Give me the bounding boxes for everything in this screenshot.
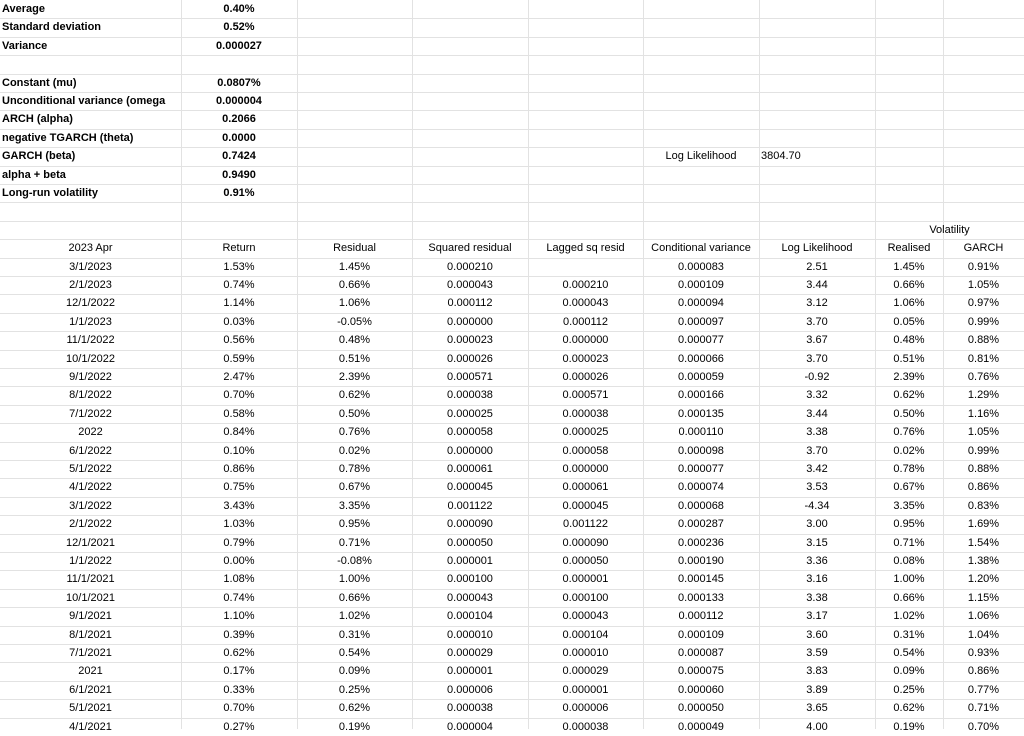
date-cell[interactable]: 2/1/2022 xyxy=(69,518,112,531)
data-cell[interactable]: 0.17% xyxy=(223,665,255,678)
data-cell[interactable]: 0.000112 xyxy=(562,315,609,328)
data-cell[interactable]: 3.16 xyxy=(806,573,828,586)
data-cell[interactable]: 1.54% xyxy=(967,536,1000,549)
data-cell[interactable]: 2.39% xyxy=(338,371,371,383)
data-cell[interactable]: 0.000166 xyxy=(678,389,724,402)
data-cell[interactable]: 0.000025 xyxy=(562,426,609,439)
data-cell[interactable]: 0.000006 xyxy=(562,702,609,715)
data-cell[interactable]: 0.78% xyxy=(893,463,925,475)
data-cell[interactable]: 0.000001 xyxy=(447,555,493,567)
date-cell[interactable]: 10/1/2022 xyxy=(66,352,115,365)
date-cell[interactable]: 3/1/2022 xyxy=(69,499,112,512)
data-cell[interactable]: 0.000043 xyxy=(562,297,609,310)
data-cell[interactable]: 0.74% xyxy=(223,279,255,291)
data-cell[interactable]: 0.70% xyxy=(967,720,1000,733)
data-cell[interactable]: 0.000026 xyxy=(562,371,609,383)
data-cell[interactable]: 0.000050 xyxy=(447,536,493,549)
date-cell[interactable]: 8/1/2022 xyxy=(69,389,112,402)
data-cell[interactable]: 0.000135 xyxy=(678,407,724,420)
parameter-value[interactable]: 0.2066 xyxy=(222,113,256,126)
data-cell[interactable]: 0.86% xyxy=(223,463,255,475)
data-cell[interactable]: 0.76% xyxy=(893,426,925,439)
data-cell[interactable]: 1.04% xyxy=(967,628,1000,641)
data-cell[interactable]: 0.000087 xyxy=(678,647,724,659)
date-cell[interactable]: 6/1/2022 xyxy=(69,444,112,457)
stat-label[interactable]: Average xyxy=(2,3,46,15)
parameter-label[interactable]: GARCH (beta) xyxy=(2,150,76,163)
data-cell[interactable]: 0.001122 xyxy=(447,499,493,512)
data-cell[interactable]: 0.000109 xyxy=(678,279,724,291)
date-cell[interactable]: 9/1/2022 xyxy=(69,371,112,383)
column-header[interactable]: Conditional variance xyxy=(651,242,751,255)
data-cell[interactable]: 0.50% xyxy=(893,407,925,420)
data-cell[interactable]: -4.34 xyxy=(804,499,830,512)
data-cell[interactable]: 0.000001 xyxy=(562,573,609,586)
data-cell[interactable]: 0.000077 xyxy=(678,334,724,347)
data-cell[interactable]: 0.31% xyxy=(338,628,371,641)
data-cell[interactable]: 0.000023 xyxy=(447,334,493,347)
parameter-label[interactable]: alpha + beta xyxy=(2,168,66,181)
parameter-label[interactable]: Constant (mu) xyxy=(2,76,77,89)
data-cell[interactable]: 1.03% xyxy=(223,518,255,531)
data-cell[interactable]: 0.71% xyxy=(893,536,925,549)
date-cell[interactable]: 5/1/2021 xyxy=(69,702,112,715)
column-header[interactable]: 2023 Apr xyxy=(68,242,113,255)
date-cell[interactable]: 10/1/2021 xyxy=(66,591,115,604)
data-cell[interactable]: 1.45% xyxy=(338,260,371,273)
data-cell[interactable]: 0.03% xyxy=(223,315,255,328)
data-cell[interactable]: 0.66% xyxy=(338,279,371,291)
data-cell[interactable]: 3.38 xyxy=(806,591,828,604)
data-cell[interactable]: 0.000050 xyxy=(562,555,609,567)
data-cell[interactable]: 0.77% xyxy=(967,683,1000,696)
volatility-group-header[interactable]: Volatility xyxy=(929,223,970,236)
parameter-value[interactable]: 0.0000 xyxy=(222,131,256,144)
data-cell[interactable]: 0.000090 xyxy=(447,518,493,531)
data-cell[interactable]: 0.51% xyxy=(893,352,925,365)
data-cell[interactable]: 0.99% xyxy=(967,315,1000,328)
data-cell[interactable]: 0.000210 xyxy=(562,279,609,291)
data-cell[interactable]: 0.54% xyxy=(338,647,371,659)
data-cell[interactable]: 0.86% xyxy=(967,665,1000,678)
data-cell[interactable]: 1.53% xyxy=(223,260,255,273)
data-cell[interactable]: 0.10% xyxy=(223,444,255,457)
data-cell[interactable]: 0.05% xyxy=(893,315,925,328)
data-cell[interactable]: 0.000571 xyxy=(562,389,609,402)
date-cell[interactable]: 6/1/2021 xyxy=(69,683,112,696)
date-cell[interactable]: 4/1/2022 xyxy=(69,481,112,494)
data-cell[interactable]: 0.000061 xyxy=(562,481,609,494)
parameter-value[interactable]: 0.91% xyxy=(223,187,255,199)
data-cell[interactable]: 0.000045 xyxy=(447,481,493,494)
data-cell[interactable]: 0.000083 xyxy=(678,260,724,273)
data-cell[interactable]: 0.02% xyxy=(338,444,371,457)
data-cell[interactable]: 1.29% xyxy=(967,389,1000,402)
data-cell[interactable]: 3.36 xyxy=(806,555,828,567)
date-cell[interactable]: 1/1/2023 xyxy=(69,315,112,328)
data-cell[interactable]: 0.000287 xyxy=(678,518,724,531)
data-cell[interactable]: 1.15% xyxy=(967,591,1000,604)
data-cell[interactable]: 0.88% xyxy=(967,463,1000,475)
data-cell[interactable]: 0.000058 xyxy=(562,444,609,457)
date-cell[interactable]: 2021 xyxy=(78,665,103,678)
parameter-label[interactable]: ARCH (alpha) xyxy=(2,113,73,126)
stat-label[interactable]: Variance xyxy=(2,39,48,52)
data-cell[interactable]: 1.16% xyxy=(967,407,1000,420)
data-cell[interactable]: 1.06% xyxy=(338,297,371,310)
data-cell[interactable]: 1.00% xyxy=(893,573,925,586)
data-cell[interactable]: 0.59% xyxy=(223,352,255,365)
data-cell[interactable]: 0.000029 xyxy=(447,647,493,659)
data-cell[interactable]: 0.62% xyxy=(338,702,371,715)
data-cell[interactable]: 3.53 xyxy=(806,481,828,494)
data-cell[interactable]: 0.000068 xyxy=(678,499,724,512)
parameter-label[interactable]: Long-run volatility xyxy=(2,187,98,199)
date-cell[interactable]: 12/1/2021 xyxy=(66,536,115,549)
date-cell[interactable]: 11/1/2021 xyxy=(66,573,115,586)
data-cell[interactable]: 0.75% xyxy=(223,481,255,494)
parameter-value[interactable]: 0.000004 xyxy=(216,95,262,107)
data-cell[interactable]: 3.35% xyxy=(338,499,371,512)
data-cell[interactable]: 3.12 xyxy=(806,297,828,310)
data-cell[interactable]: 0.000100 xyxy=(562,591,609,604)
data-cell[interactable]: 0.000210 xyxy=(447,260,493,273)
data-cell[interactable]: 0.000001 xyxy=(562,683,609,696)
data-cell[interactable]: 0.000010 xyxy=(447,628,493,641)
data-cell[interactable]: 0.000000 xyxy=(562,463,609,475)
data-cell[interactable]: 0.08% xyxy=(893,555,925,567)
data-cell[interactable]: 0.93% xyxy=(967,647,1000,659)
data-cell[interactable]: 0.78% xyxy=(338,463,371,475)
data-cell[interactable]: 0.000050 xyxy=(678,702,724,715)
data-cell[interactable]: 0.000029 xyxy=(562,665,609,678)
data-cell[interactable]: 1.10% xyxy=(223,610,255,623)
data-cell[interactable]: 1.05% xyxy=(967,279,1000,291)
stat-value[interactable]: 0.40% xyxy=(223,3,255,15)
column-header[interactable]: Realised xyxy=(887,242,931,255)
data-cell[interactable]: 0.62% xyxy=(223,647,255,659)
date-cell[interactable]: 11/1/2022 xyxy=(66,334,115,347)
date-cell[interactable]: 3/1/2023 xyxy=(69,260,112,273)
data-cell[interactable]: 1.14% xyxy=(223,297,255,310)
data-cell[interactable]: 0.000104 xyxy=(562,628,609,641)
data-cell[interactable]: 0.31% xyxy=(893,628,925,641)
data-cell[interactable]: 0.00% xyxy=(223,555,255,567)
data-cell[interactable]: 0.91% xyxy=(967,260,1000,273)
data-cell[interactable]: 0.27% xyxy=(223,720,255,733)
data-cell[interactable]: 0.62% xyxy=(893,702,925,715)
data-cell[interactable]: 0.79% xyxy=(223,536,255,549)
log-likelihood-total[interactable]: 3804.70 xyxy=(761,150,801,163)
data-cell[interactable]: 0.000061 xyxy=(447,463,493,475)
column-header[interactable]: Lagged sq resid xyxy=(546,242,625,255)
data-cell[interactable]: 0.58% xyxy=(223,407,255,420)
data-cell[interactable]: 3.59 xyxy=(806,647,828,659)
data-cell[interactable]: 0.67% xyxy=(338,481,371,494)
data-cell[interactable]: -0.92 xyxy=(804,371,830,383)
data-cell[interactable]: 0.09% xyxy=(338,665,371,678)
data-cell[interactable]: 1.06% xyxy=(893,297,925,310)
data-cell[interactable]: 3.17 xyxy=(806,610,828,623)
data-cell[interactable]: 3.44 xyxy=(806,407,828,420)
data-cell[interactable]: 3.43% xyxy=(223,499,255,512)
data-cell[interactable]: 3.32 xyxy=(806,389,828,402)
data-cell[interactable]: 0.67% xyxy=(893,481,925,494)
data-cell[interactable]: 0.000066 xyxy=(678,352,724,365)
date-cell[interactable]: 9/1/2021 xyxy=(69,610,112,623)
date-cell[interactable]: 8/1/2021 xyxy=(69,628,112,641)
data-cell[interactable]: 0.000000 xyxy=(447,444,493,457)
data-cell[interactable]: 3.00 xyxy=(806,518,828,531)
data-cell[interactable]: 0.62% xyxy=(338,389,371,402)
date-cell[interactable]: 2/1/2023 xyxy=(69,279,112,291)
date-cell[interactable]: 2022 xyxy=(78,426,103,439)
data-cell[interactable]: 3.70 xyxy=(806,352,828,365)
data-cell[interactable]: 0.95% xyxy=(893,518,925,531)
date-cell[interactable]: 1/1/2022 xyxy=(69,555,112,567)
data-cell[interactable]: 0.000236 xyxy=(678,536,724,549)
data-cell[interactable]: 0.74% xyxy=(223,591,255,604)
data-cell[interactable]: 0.000571 xyxy=(447,371,493,383)
data-cell[interactable]: 1.45% xyxy=(893,260,925,273)
data-cell[interactable]: 0.000060 xyxy=(678,683,724,696)
data-cell[interactable]: 3.60 xyxy=(806,628,828,641)
data-cell[interactable]: 0.71% xyxy=(338,536,371,549)
data-cell[interactable]: 0.83% xyxy=(967,499,1000,512)
data-cell[interactable]: 0.000098 xyxy=(678,444,724,457)
data-cell[interactable]: 0.000145 xyxy=(678,573,724,586)
date-cell[interactable]: 4/1/2021 xyxy=(69,720,112,733)
data-cell[interactable]: 0.000090 xyxy=(562,536,609,549)
data-cell[interactable]: 0.000190 xyxy=(678,555,724,567)
parameter-value[interactable]: 0.7424 xyxy=(222,150,256,163)
parameter-value[interactable]: 0.9490 xyxy=(222,168,256,181)
data-cell[interactable]: 0.66% xyxy=(338,591,371,604)
parameter-label[interactable]: Unconditional variance (omega xyxy=(2,95,166,107)
data-cell[interactable]: 0.88% xyxy=(967,334,1000,347)
data-cell[interactable]: 0.000100 xyxy=(447,573,493,586)
data-cell[interactable]: 1.05% xyxy=(967,426,1000,439)
date-cell[interactable]: 5/1/2022 xyxy=(69,463,112,475)
data-cell[interactable]: 0.000133 xyxy=(678,591,724,604)
data-cell[interactable]: 0.000074 xyxy=(678,481,724,494)
data-cell[interactable]: 3.42 xyxy=(806,463,828,475)
data-cell[interactable]: 0.000043 xyxy=(562,610,609,623)
data-cell[interactable]: 0.000023 xyxy=(562,352,609,365)
data-cell[interactable]: 3.70 xyxy=(806,315,828,328)
data-cell[interactable]: 3.83 xyxy=(806,665,828,678)
data-cell[interactable]: 1.02% xyxy=(893,610,925,623)
data-cell[interactable]: 0.000077 xyxy=(678,463,724,475)
data-cell[interactable]: 0.76% xyxy=(967,371,1000,383)
data-cell[interactable]: 0.19% xyxy=(893,720,925,733)
data-cell[interactable]: 0.000110 xyxy=(678,426,724,439)
data-cell[interactable]: 0.50% xyxy=(338,407,371,420)
data-cell[interactable]: 0.95% xyxy=(338,518,371,531)
data-cell[interactable]: 0.000000 xyxy=(562,334,609,347)
stat-value[interactable]: 0.000027 xyxy=(216,39,262,52)
date-cell[interactable]: 7/1/2022 xyxy=(69,407,112,420)
data-cell[interactable]: 0.66% xyxy=(893,279,925,291)
log-likelihood-label[interactable]: Log Likelihood xyxy=(665,150,737,163)
data-cell[interactable]: 3.70 xyxy=(806,444,828,457)
data-cell[interactable]: 0.70% xyxy=(223,389,255,402)
data-cell[interactable]: 0.000004 xyxy=(447,720,493,733)
data-cell[interactable]: 0.000112 xyxy=(678,610,724,623)
data-cell[interactable]: 0.000038 xyxy=(447,389,493,402)
data-cell[interactable]: 0.000025 xyxy=(447,407,493,420)
data-cell[interactable]: 2.39% xyxy=(893,371,925,383)
data-cell[interactable]: 0.000058 xyxy=(447,426,493,439)
data-cell[interactable]: 0.39% xyxy=(223,628,255,641)
data-cell[interactable]: 0.62% xyxy=(893,389,925,402)
data-cell[interactable]: 0.000001 xyxy=(447,665,493,678)
data-cell[interactable]: 0.000038 xyxy=(562,407,609,420)
data-cell[interactable]: 0.001122 xyxy=(562,518,609,531)
data-cell[interactable]: 0.000006 xyxy=(447,683,493,696)
data-cell[interactable]: 0.000104 xyxy=(447,610,493,623)
data-cell[interactable]: 0.000059 xyxy=(678,371,724,383)
data-cell[interactable]: 0.000094 xyxy=(678,297,724,310)
data-cell[interactable]: 0.000010 xyxy=(562,647,609,659)
data-cell[interactable]: 1.69% xyxy=(967,518,1000,531)
data-cell[interactable]: 0.99% xyxy=(967,444,1000,457)
data-cell[interactable]: 0.02% xyxy=(893,444,925,457)
data-cell[interactable]: 0.000075 xyxy=(678,665,724,678)
parameter-value[interactable]: 0.0807% xyxy=(217,76,261,89)
column-header[interactable]: Residual xyxy=(333,242,376,255)
data-cell[interactable]: 0.56% xyxy=(223,334,255,347)
row-gridline xyxy=(0,221,1024,222)
date-cell[interactable]: 12/1/2022 xyxy=(66,297,115,310)
data-cell[interactable]: -0.05% xyxy=(337,315,372,328)
data-cell[interactable]: 0.000045 xyxy=(562,499,609,512)
data-cell[interactable]: 4.00 xyxy=(806,720,828,733)
column-header[interactable]: Log Likelihood xyxy=(781,242,853,255)
data-cell[interactable]: 1.02% xyxy=(338,610,371,623)
data-cell[interactable]: 3.89 xyxy=(806,683,828,696)
data-cell[interactable]: 3.67 xyxy=(806,334,828,347)
column-header[interactable]: Return xyxy=(222,242,256,255)
parameter-label[interactable]: negative TGARCH (theta) xyxy=(2,131,134,144)
data-cell[interactable]: 1.00% xyxy=(338,573,371,586)
data-cell[interactable]: -0.08% xyxy=(337,555,372,567)
data-cell[interactable]: 3.44 xyxy=(806,279,828,291)
data-cell[interactable]: 3.35% xyxy=(893,499,925,512)
data-cell[interactable]: 0.33% xyxy=(223,683,255,696)
data-cell[interactable]: 0.000000 xyxy=(447,315,493,328)
date-cell[interactable]: 7/1/2021 xyxy=(69,647,112,659)
data-cell[interactable]: 0.000026 xyxy=(447,352,493,365)
data-cell[interactable]: 0.000038 xyxy=(562,720,609,733)
data-cell[interactable]: 0.81% xyxy=(967,352,1000,365)
data-cell[interactable] xyxy=(528,258,643,276)
data-cell[interactable]: 0.51% xyxy=(338,352,371,365)
data-cell[interactable]: 0.000043 xyxy=(447,591,493,604)
data-cell[interactable]: 0.97% xyxy=(967,297,1000,310)
data-cell[interactable]: 1.20% xyxy=(967,573,1000,586)
data-cell[interactable]: 0.66% xyxy=(893,591,925,604)
data-cell[interactable]: 0.25% xyxy=(338,683,371,696)
data-cell[interactable]: 0.71% xyxy=(967,702,1000,715)
stat-value[interactable]: 0.52% xyxy=(223,21,255,34)
data-cell[interactable]: 1.08% xyxy=(223,573,255,586)
data-cell[interactable]: 0.70% xyxy=(223,702,255,715)
data-cell[interactable]: 2.51 xyxy=(806,260,828,273)
column-header[interactable]: Squared residual xyxy=(428,242,512,255)
data-cell[interactable]: 0.000097 xyxy=(678,315,724,328)
data-cell[interactable]: 0.19% xyxy=(338,720,371,733)
data-cell[interactable]: 0.09% xyxy=(893,665,925,678)
stat-label[interactable]: Standard deviation xyxy=(2,21,102,34)
data-cell[interactable]: 0.48% xyxy=(338,334,371,347)
data-cell[interactable]: 2.47% xyxy=(223,371,255,383)
data-cell[interactable]: 3.38 xyxy=(806,426,828,439)
data-cell[interactable]: 0.000049 xyxy=(678,720,724,733)
data-cell[interactable]: 0.76% xyxy=(338,426,371,439)
data-cell[interactable]: 0.84% xyxy=(223,426,255,439)
data-cell[interactable]: 0.000038 xyxy=(447,702,493,715)
data-cell[interactable]: 0.000043 xyxy=(447,279,493,291)
data-cell[interactable]: 0.48% xyxy=(893,334,925,347)
data-cell[interactable]: 1.06% xyxy=(967,610,1000,623)
data-cell[interactable]: 3.65 xyxy=(806,702,828,715)
data-cell[interactable]: 1.38% xyxy=(967,555,1000,567)
data-cell[interactable]: 0.86% xyxy=(967,481,1000,494)
data-cell[interactable]: 3.15 xyxy=(806,536,828,549)
data-cell[interactable]: 0.000109 xyxy=(678,628,724,641)
data-cell[interactable]: 0.25% xyxy=(893,683,925,696)
column-header[interactable]: GARCH xyxy=(963,242,1004,255)
data-cell[interactable]: 0.54% xyxy=(893,647,925,659)
data-cell[interactable]: 0.000112 xyxy=(447,297,493,310)
